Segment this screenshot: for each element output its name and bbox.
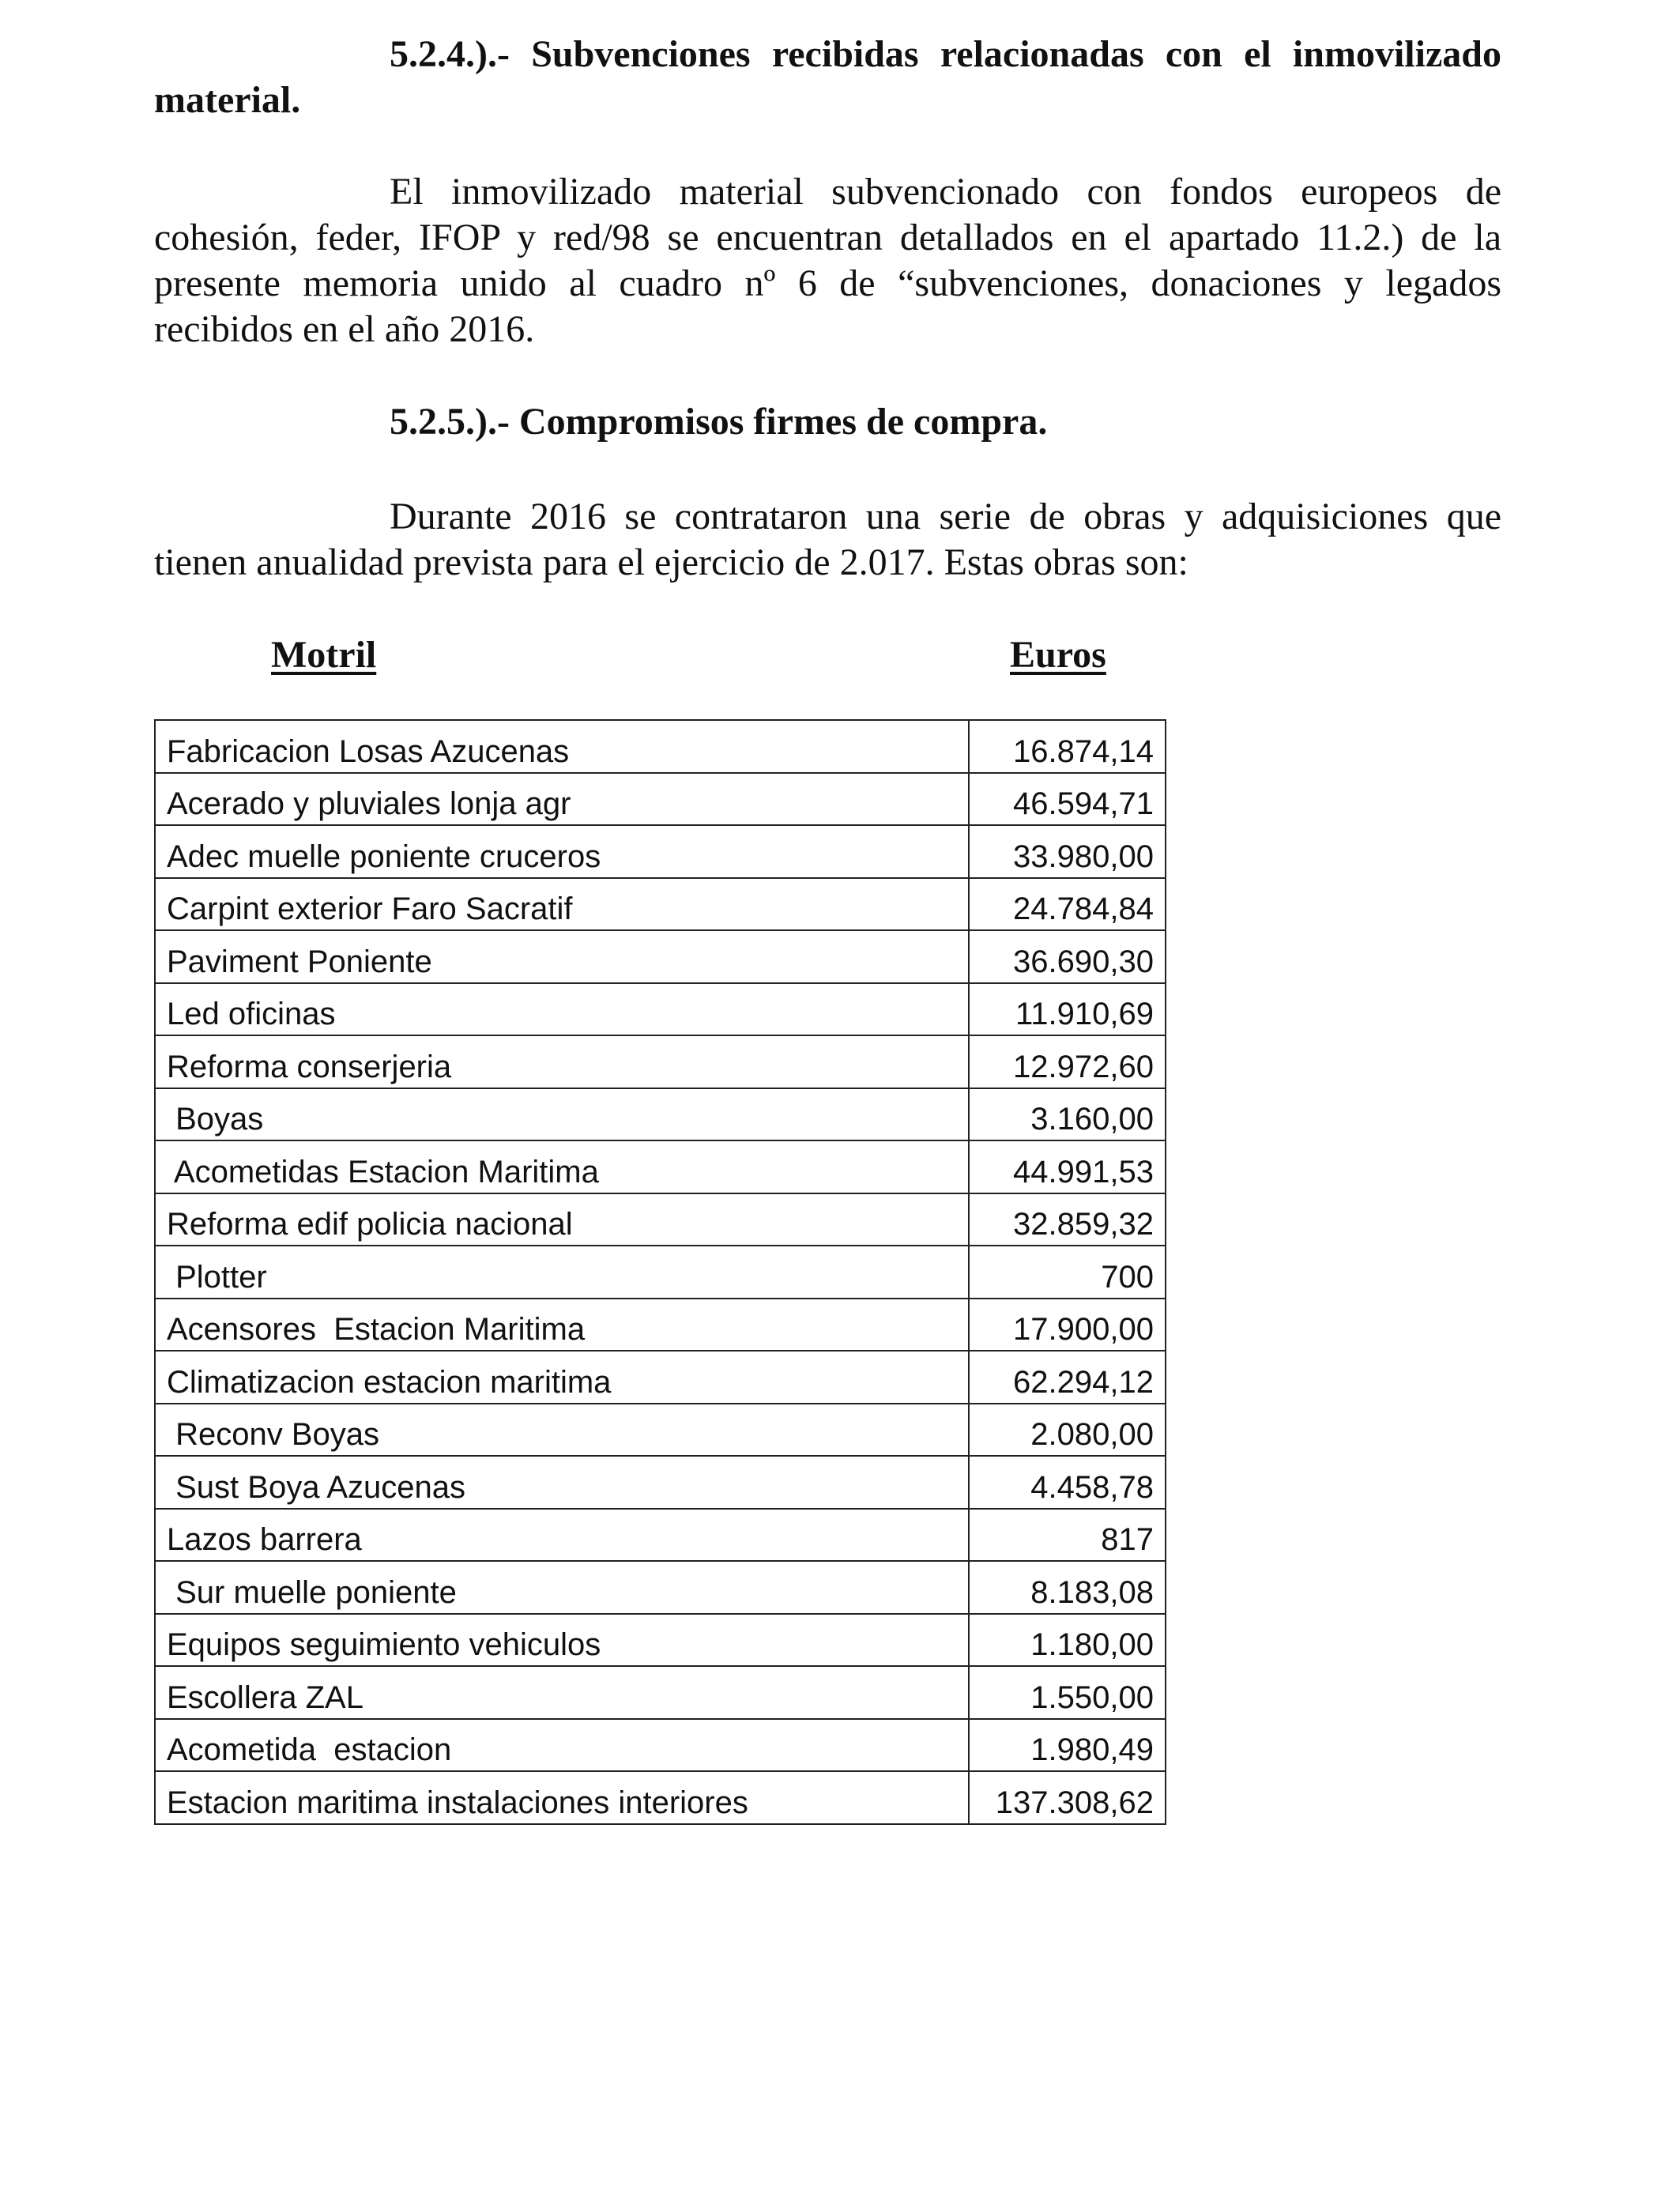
obra-value-cell: 1.180,00 bbox=[969, 1614, 1166, 1667]
obra-value-cell: 1.980,49 bbox=[969, 1719, 1166, 1772]
section-524-heading-line bbox=[154, 32, 1501, 77]
section-525-paragraph bbox=[154, 494, 1501, 586]
obra-name-cell: Acensores Estacion Maritima bbox=[155, 1299, 969, 1351]
obra-name-cell: Equipos seguimiento vehiculos bbox=[155, 1614, 969, 1667]
obra-name-cell: Fabricacion Losas Azucenas bbox=[155, 720, 969, 773]
heading-word: Subvenciones bbox=[531, 33, 751, 75]
table-row bbox=[155, 1509, 1166, 1562]
obra-name-cell: Acometidas Estacion Maritima bbox=[155, 1140, 969, 1193]
obra-value-cell: 32.859,32 bbox=[969, 1193, 1166, 1246]
obra-name-cell: Sust Boya Azucenas bbox=[155, 1456, 969, 1509]
obra-name-cell: Reforma edif policia nacional bbox=[155, 1193, 969, 1246]
section-524-heading bbox=[154, 32, 1501, 123]
table-row bbox=[155, 1140, 1166, 1193]
obras-table bbox=[154, 719, 1166, 1825]
heading-word: inmovilizado bbox=[1292, 33, 1501, 75]
table-header-euros: Euros bbox=[1010, 634, 1106, 676]
obra-name-cell: Reconv Boyas bbox=[155, 1404, 969, 1457]
table-row bbox=[155, 1404, 1166, 1457]
obra-name-cell: Carpint exterior Faro Sacratif bbox=[155, 878, 969, 931]
section-525-paragraph-text: Durante 2016 se contrataron una serie de obras y adquisiciones que tienen anualidad prevista para el ejercicio de 2.017. Estas obras son: bbox=[154, 496, 1501, 583]
table-row bbox=[155, 983, 1166, 1036]
obra-name-cell: Lazos barrera bbox=[155, 1509, 969, 1562]
obra-value-cell: 137.308,62 bbox=[969, 1771, 1166, 1824]
obra-value-cell: 11.910,69 bbox=[969, 983, 1166, 1036]
obra-name-cell: Escollera ZAL bbox=[155, 1666, 969, 1719]
obra-name-cell: Boyas bbox=[155, 1088, 969, 1141]
table-row bbox=[155, 720, 1166, 773]
obra-value-cell: 1.550,00 bbox=[969, 1666, 1166, 1719]
section-524-paragraph bbox=[154, 169, 1501, 352]
obra-name-cell: Acerado y pluviales lonja agr bbox=[155, 773, 969, 826]
obra-name-cell: Led oficinas bbox=[155, 983, 969, 1036]
obra-value-cell: 12.972,60 bbox=[969, 1035, 1166, 1088]
table-header-motril: Motril bbox=[271, 634, 377, 676]
section-524-paragraph-text: El inmovilizado material subvencionado con fondos europeos de cohesión, feder, IFOP y red/98 se encuentran detallados en el apartado 11.2.) de la presente memoria unido al cuadro nº 6 de “subvenciones, donaciones y legados recibidos en el año 2016. bbox=[154, 171, 1501, 350]
obra-value-cell: 24.784,84 bbox=[969, 878, 1166, 931]
obra-name-cell: Estacion maritima instalaciones interiores bbox=[155, 1771, 969, 1824]
heading-word: 5.2.4.).- bbox=[390, 33, 510, 75]
obra-value-cell: 4.458,78 bbox=[969, 1456, 1166, 1509]
obra-name-cell: Plotter bbox=[155, 1246, 969, 1299]
table-row bbox=[155, 1456, 1166, 1509]
obras-table-body bbox=[155, 720, 1166, 1824]
heading-word: el bbox=[1244, 33, 1271, 75]
table-row bbox=[155, 825, 1166, 878]
obra-value-cell: 62.294,12 bbox=[969, 1351, 1166, 1404]
table-row bbox=[155, 1193, 1166, 1246]
section-524-heading-tail: material. bbox=[154, 79, 301, 121]
obra-name-cell: Acometida estacion bbox=[155, 1719, 969, 1772]
obra-value-cell: 817 bbox=[969, 1509, 1166, 1562]
table-row bbox=[155, 878, 1166, 931]
table-row bbox=[155, 1299, 1166, 1351]
heading-word: con bbox=[1165, 33, 1222, 75]
table-row bbox=[155, 1035, 1166, 1088]
heading-word: relacionadas bbox=[940, 33, 1144, 75]
obra-name-cell: Paviment Poniente bbox=[155, 930, 969, 983]
section-525-heading: 5.2.5.).- Compromisos firmes de compra. bbox=[390, 401, 1048, 443]
table-row bbox=[155, 773, 1166, 826]
table-row bbox=[155, 1614, 1166, 1667]
obra-value-cell: 16.874,14 bbox=[969, 720, 1166, 773]
table-row bbox=[155, 930, 1166, 983]
obra-value-cell: 36.690,30 bbox=[969, 930, 1166, 983]
obra-value-cell: 8.183,08 bbox=[969, 1561, 1166, 1614]
table-row bbox=[155, 1351, 1166, 1404]
table-row bbox=[155, 1666, 1166, 1719]
table-row bbox=[155, 1719, 1166, 1772]
table-row bbox=[155, 1088, 1166, 1141]
obra-value-cell: 33.980,00 bbox=[969, 825, 1166, 878]
heading-word: recibidas bbox=[771, 33, 919, 75]
obra-name-cell: Climatizacion estacion maritima bbox=[155, 1351, 969, 1404]
table-row bbox=[155, 1771, 1166, 1824]
obra-name-cell: Sur muelle poniente bbox=[155, 1561, 969, 1614]
obra-value-cell: 2.080,00 bbox=[969, 1404, 1166, 1457]
obra-name-cell: Adec muelle poniente cruceros bbox=[155, 825, 969, 878]
obra-value-cell: 46.594,71 bbox=[969, 773, 1166, 826]
table-row bbox=[155, 1561, 1166, 1614]
obra-value-cell: 17.900,00 bbox=[969, 1299, 1166, 1351]
obra-name-cell: Reforma conserjeria bbox=[155, 1035, 969, 1088]
obra-value-cell: 700 bbox=[969, 1246, 1166, 1299]
obra-value-cell: 44.991,53 bbox=[969, 1140, 1166, 1193]
table-row bbox=[155, 1246, 1166, 1299]
obra-value-cell: 3.160,00 bbox=[969, 1088, 1166, 1141]
